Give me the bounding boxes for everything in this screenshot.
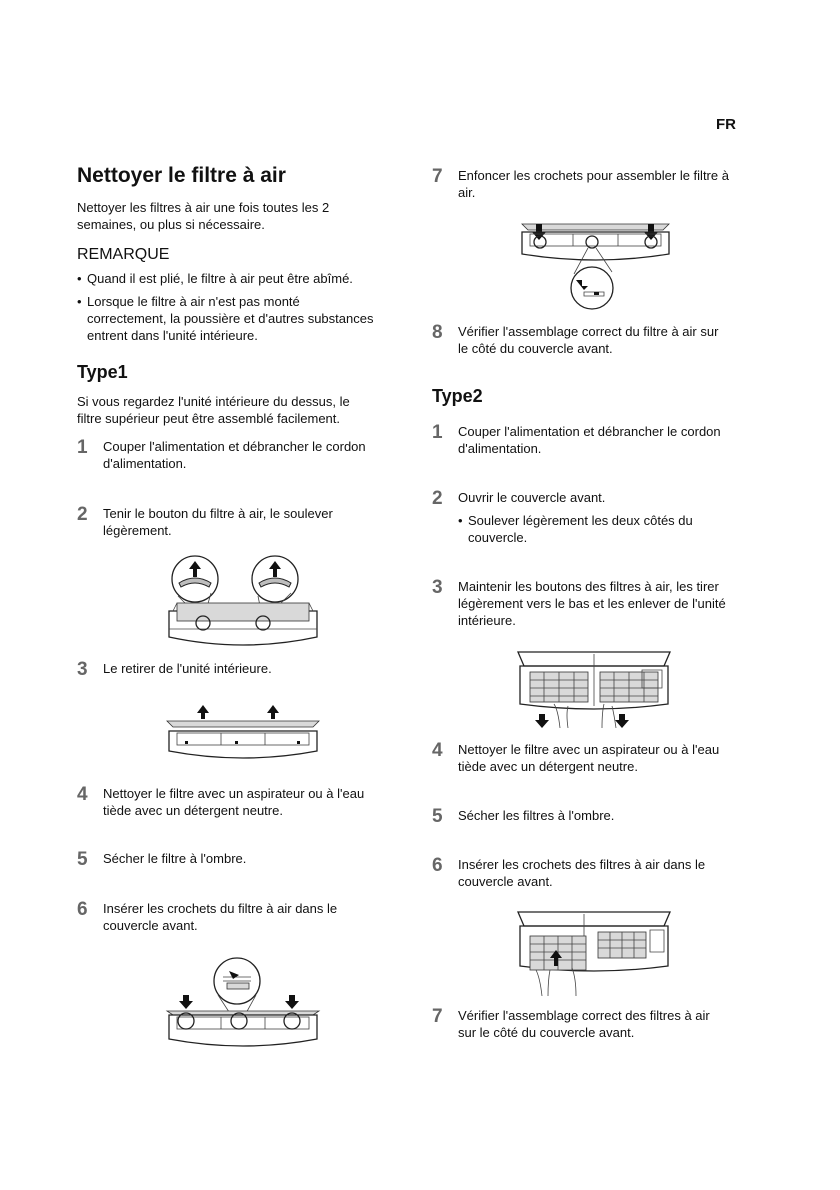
remark-bullet-1: • Quand il est plié, le filtre à air peut être abîmé. [77, 270, 353, 287]
type2-step-2-number: 2 [432, 488, 443, 509]
type2-step-2-bullet: • Soulever légèrement les deux côtés du couvercle. [458, 512, 693, 546]
type1-step-2-number: 2 [77, 504, 88, 525]
figure-type1-remove-filter [163, 703, 323, 767]
language-code: FR [716, 116, 736, 133]
type2-step-7-number: 7 [432, 1006, 443, 1027]
figure-type2-insert-filters [514, 908, 674, 998]
type1-step-2-text: Tenir le bouton du filtre à air, le soulever légèrement. [103, 506, 333, 538]
remark-heading: REMARQUE [77, 246, 170, 263]
type2-step-1-text: Couper l'alimentation et débrancher le cordon d'alimentation. [458, 424, 721, 456]
type1-step-8-number: 8 [432, 322, 443, 343]
type1-step-6-text: Insérer les crochets du filtre à air dans le couvercle avant. [103, 901, 338, 933]
type1-step-5-number: 5 [77, 849, 88, 870]
page-title: Nettoyer le filtre à air [77, 164, 286, 187]
type2-step-7-text: Vérifier l'assemblage correct des filtres à air sur le côté du couvercle avant. [458, 1008, 710, 1040]
type2-step-4-number: 4 [432, 740, 443, 761]
type2-heading: Type2 [432, 386, 483, 406]
figure-type1-press-hooks [518, 220, 673, 312]
type2-step-1-number: 1 [432, 422, 443, 443]
type2-step-4-text: Nettoyer le filtre avec un aspirateur ou à l'eau tiède avec un détergent neutre. [458, 742, 720, 774]
type2-step-6-text: Insérer les crochets des filtres à air dans le couvercle avant. [458, 857, 706, 889]
type1-heading: Type1 [77, 362, 128, 382]
type2-step-6-number: 6 [432, 855, 443, 876]
type1-step-1-number: 1 [77, 437, 88, 458]
type1-step-6-number: 6 [77, 899, 88, 920]
remark-bullet-2: • Lorsque le filtre à air n'est pas monté correctement, la poussière et d'autres substances entrent dans l'unité intérieure. [77, 293, 373, 344]
figure-type2-pull-filters [514, 648, 674, 734]
type2-step-2-text: Ouvrir le couvercle avant. [458, 490, 606, 505]
type1-step-8-text: Vérifier l'assemblage correct du filtre à air sur le côté du couvercle avant. [458, 324, 719, 356]
type2-step-5-number: 5 [432, 806, 443, 827]
type1-step-4-text: Nettoyer le filtre avec un aspirateur ou à l'eau tiède avec un détergent neutre. [103, 786, 365, 818]
intro-text: Nettoyer les filtres à air une fois toutes les 2 semaines, ou plus si nécessaire. [77, 200, 330, 232]
type2-step-3-text: Maintenir les boutons des filtres à air, les tirer légèrement vers le bas et les enlever de l'unité intérieure. [458, 579, 726, 628]
type2-step-5-text: Sécher les filtres à l'ombre. [458, 808, 615, 823]
type1-step-7-number: 7 [432, 166, 443, 187]
type1-step-1-text: Couper l'alimentation et débrancher le cordon d'alimentation. [103, 439, 366, 471]
type1-intro: Si vous regardez l'unité intérieure du dessus, le filtre supérieur peut être assemblé facilement. [77, 394, 350, 426]
type1-step-3-number: 3 [77, 659, 88, 680]
type1-step-7-text: Enfoncer les crochets pour assembler le filtre à air. [458, 168, 729, 200]
type2-step-3-number: 3 [432, 577, 443, 598]
type1-step-5-text: Sécher le filtre à l'ombre. [103, 851, 247, 866]
type1-step-3-text: Le retirer de l'unité intérieure. [103, 661, 272, 676]
figure-type1-insert-hooks [163, 955, 323, 1055]
figure-type1-lift-filter [163, 553, 323, 653]
type1-step-4-number: 4 [77, 784, 88, 805]
